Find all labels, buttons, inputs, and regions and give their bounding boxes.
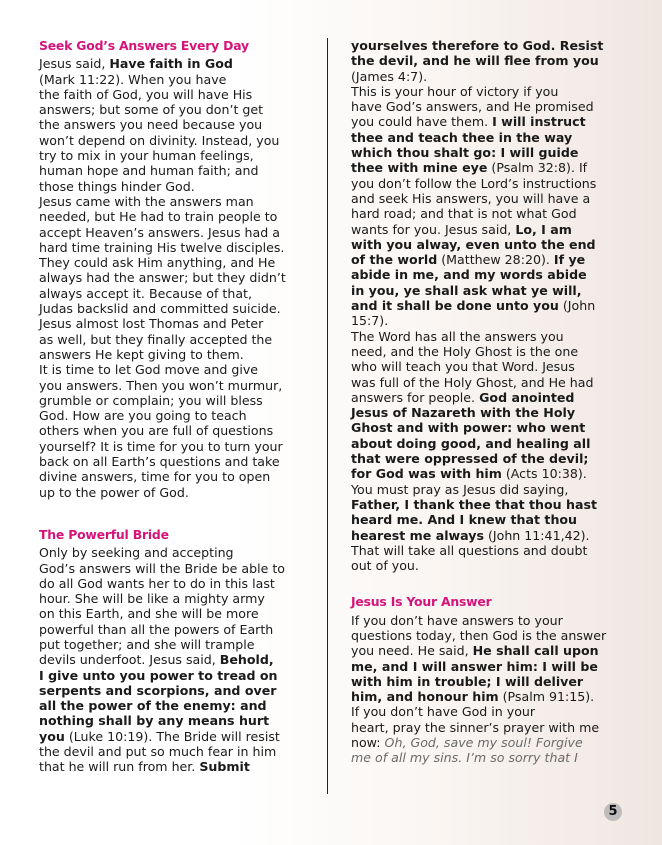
- text-line: [39, 87, 311, 102]
- text-run: answers for people.: [351, 389, 480, 405]
- text-line: [39, 56, 311, 71]
- bold-text: all the power of the enemy: and: [39, 698, 267, 714]
- text-run: always accept it. Because of that,: [39, 285, 252, 301]
- text-line: [39, 591, 311, 606]
- text-line: [351, 375, 623, 390]
- text-line: [39, 286, 311, 301]
- text-line: [351, 329, 623, 344]
- text-line: [39, 240, 311, 255]
- text-run: This is your hour of victory if you: [351, 83, 559, 99]
- text-line: [351, 451, 623, 466]
- text-run: have God’s answers, and He promised: [351, 99, 594, 115]
- text-run: put together; and she will trample: [39, 636, 255, 652]
- text-run: answers; but some of you don’t get: [39, 102, 264, 118]
- paragraph: [351, 38, 623, 84]
- text-line: [351, 420, 623, 435]
- text-run: those things hinder God.: [39, 178, 195, 194]
- text-run: heart, pray the sinner’s prayer with me: [351, 719, 600, 735]
- text-run: That will take all questions and doubt: [351, 542, 588, 558]
- text-line: [351, 267, 623, 282]
- text-line: [39, 423, 311, 438]
- bold-text: nothing shall by any means hurt: [39, 713, 270, 729]
- text-line: [39, 561, 311, 576]
- text-line: [39, 316, 311, 331]
- text-line: [39, 637, 311, 652]
- text-run: Jesus almost lost Thomas and Peter: [39, 316, 264, 332]
- bold-text: the devil, and he will flee from you: [351, 53, 599, 69]
- bold-text: Father, I thank thee that thou hast: [351, 496, 598, 512]
- bold-text: Have faith in God: [109, 56, 233, 72]
- bold-text: which thou shalt go: I will guide: [351, 145, 579, 161]
- text-line: [39, 378, 311, 393]
- text-run: you don’t follow the Lord’s instructions: [351, 175, 597, 191]
- text-line: [351, 84, 623, 99]
- italic-text: me of all my sins. I’m so sorry that I: [351, 750, 578, 766]
- text-run: hard road; and that is not what God: [351, 206, 577, 222]
- text-line: [39, 102, 311, 117]
- text-run: always had the answer; but they didn’t: [39, 270, 286, 286]
- text-run: hour. She will be like a mighty army: [39, 591, 265, 607]
- text-line: [351, 191, 623, 206]
- text-run: accept Heaven’s answers. Jesus had a: [39, 224, 280, 240]
- text-line: [351, 466, 623, 481]
- text-line: [351, 69, 623, 84]
- text-line: [351, 298, 623, 313]
- text-line: [351, 252, 623, 267]
- text-run: back on all Earth’s questions and take: [39, 454, 280, 470]
- text-run: answers He kept giving to them.: [39, 346, 244, 362]
- paragraph: [351, 704, 623, 765]
- text-line: [351, 613, 623, 628]
- text-line: [351, 130, 623, 145]
- text-run: (Mark 11:22). When you have: [39, 71, 227, 87]
- text-run: Jesus came with the answers man: [39, 193, 254, 209]
- text-run: (Luke 10:19). The Bride will resist: [64, 728, 280, 744]
- bold-text: hearest me always: [351, 527, 484, 543]
- text-line: [351, 176, 623, 191]
- text-line: [351, 558, 623, 573]
- text-line: [39, 332, 311, 347]
- bold-text: of the world: [351, 252, 438, 268]
- text-line: [351, 237, 623, 252]
- text-line: [39, 72, 311, 87]
- bold-text: serpents and scorpions, and over: [39, 682, 277, 698]
- text-line: [351, 313, 623, 328]
- text-line: [351, 359, 623, 374]
- text-line: [351, 344, 623, 359]
- text-line: [39, 347, 311, 362]
- text-line: [351, 750, 623, 765]
- text-run: grumble or complain; you will bless: [39, 392, 263, 408]
- text-line: [39, 606, 311, 621]
- bold-text: He shall call upon: [472, 643, 599, 659]
- text-run: as well, but they finally accepted the: [39, 331, 273, 347]
- text-line: [39, 209, 311, 224]
- text-run: (Matthew 28:20).: [437, 252, 554, 268]
- text-run: (Acts 10:38).: [501, 466, 587, 482]
- text-line: [351, 145, 623, 160]
- text-run: questions today, then God is the answer: [351, 627, 607, 643]
- text-run: devils underfoot. Jesus said,: [39, 652, 220, 668]
- text-line: [39, 270, 311, 285]
- text-line: [39, 148, 311, 163]
- text-line: [351, 53, 623, 68]
- text-run: (John 11:41,42).: [483, 527, 590, 543]
- text-line: [39, 576, 311, 591]
- column-divider: [327, 38, 328, 794]
- bold-text: and it shall be done unto you: [351, 298, 559, 314]
- paragraph: [351, 329, 623, 482]
- text-run: the answers you need because you: [39, 117, 263, 133]
- bold-text: Ghost and with power: who went: [351, 420, 586, 436]
- text-run: 15:7).: [351, 313, 389, 329]
- text-run: who will teach you that Word. Jesus: [351, 359, 575, 375]
- text-run: Only by seeking and accepting: [39, 545, 234, 561]
- bold-text: God anointed: [479, 389, 575, 405]
- text-line: [351, 99, 623, 114]
- text-run: hard time training His twelve disciples.: [39, 239, 285, 255]
- text-line: [39, 668, 311, 683]
- text-line: [39, 133, 311, 148]
- bold-text: for God was with him: [351, 466, 502, 482]
- text-line: [39, 362, 311, 377]
- text-line: [351, 436, 623, 451]
- paragraph: [39, 56, 311, 194]
- bold-text: me, and I will answer him: I will be: [351, 658, 598, 674]
- text-run: Judas backslid and committed suicide.: [39, 301, 281, 317]
- text-run: It is time to let God move and give: [39, 362, 259, 378]
- text-run: (John: [558, 298, 596, 314]
- text-line: [351, 720, 623, 735]
- bold-text: I give unto you power to tread on: [39, 667, 278, 683]
- text-run: you need. He said,: [351, 643, 473, 659]
- paragraph: [351, 84, 623, 329]
- left-column: [39, 38, 311, 775]
- text-run: was full of the Holy Ghost, and He had: [351, 374, 594, 390]
- text-line: [351, 222, 623, 237]
- text-line: [39, 225, 311, 240]
- text-line: [351, 674, 623, 689]
- text-line: [39, 545, 311, 560]
- bold-text: about doing good, and healing all: [351, 435, 591, 451]
- text-run: others when you are full of questions: [39, 423, 274, 439]
- bold-text: you: [39, 728, 65, 744]
- bold-text: thee with mine eye: [351, 160, 488, 176]
- text-line: [39, 759, 311, 774]
- text-run: God’s answers will the Bride be able to: [39, 560, 285, 576]
- bold-text: with him in trouble; I will deliver: [351, 673, 584, 689]
- text-line: [351, 543, 623, 558]
- text-line: [351, 482, 623, 497]
- bold-text: Lo, I am: [515, 221, 572, 237]
- text-run: God. How are you going to teach: [39, 408, 247, 424]
- text-run: the faith of God, you will have His: [39, 86, 253, 102]
- text-run: wants for you. Jesus said,: [351, 221, 516, 237]
- text-run: divine answers, time for you to open: [39, 469, 271, 485]
- text-line: [39, 744, 311, 759]
- text-run: up to the power of God.: [39, 484, 189, 500]
- right-column: [351, 38, 623, 766]
- text-line: [351, 283, 623, 298]
- text-line: [351, 735, 623, 750]
- text-line: [39, 117, 311, 132]
- paragraph: [39, 194, 311, 362]
- text-run: human hope and human faith; and: [39, 163, 259, 179]
- bold-text: in you, ye shall ask what ye will,: [351, 282, 582, 298]
- text-run: and seek His answers, you will have a: [351, 190, 591, 206]
- text-run: on this Earth, and she will be more: [39, 606, 259, 622]
- text-line: [351, 704, 623, 719]
- text-line: [39, 408, 311, 423]
- page-number: 5: [604, 803, 622, 821]
- text-run: yourself? It is time for you to turn your: [39, 438, 283, 454]
- text-run: won’t depend on divinity. Instead, you: [39, 132, 280, 148]
- bold-text: that were oppressed of the devil;: [351, 451, 589, 467]
- bold-text: with you alway, even unto the end: [351, 236, 596, 252]
- bold-text: If ye: [553, 252, 586, 268]
- section-heading: The Powerful Bride: [39, 526, 169, 542]
- bold-text: him, and honour him: [351, 689, 499, 705]
- text-line: [351, 160, 623, 175]
- text-line: [39, 469, 311, 484]
- text-line: [39, 698, 311, 713]
- text-run: Jesus said,: [39, 56, 110, 72]
- text-line: [351, 38, 623, 53]
- paragraph: [39, 545, 311, 774]
- paragraph: [351, 613, 623, 705]
- text-line: [351, 643, 623, 658]
- text-line: [39, 652, 311, 667]
- bold-text: yourselves therefore to God. Resist: [351, 38, 604, 53]
- text-line: [351, 405, 623, 420]
- text-run: powerful than all the powers of Earth: [39, 621, 274, 637]
- text-line: [39, 393, 311, 408]
- text-line: [351, 512, 623, 527]
- text-run: (Psalm 91:15).: [498, 689, 595, 705]
- text-line: [351, 390, 623, 405]
- text-line: [39, 439, 311, 454]
- bold-text: thee and teach thee in the way: [351, 129, 573, 145]
- text-line: [351, 528, 623, 543]
- bold-text: abide in me, and my words abide: [351, 267, 587, 283]
- text-run: The Word has all the answers you: [351, 328, 564, 344]
- bold-text: Submit: [199, 759, 250, 775]
- text-line: [39, 622, 311, 637]
- text-line: [39, 454, 311, 469]
- text-line: [351, 114, 623, 129]
- text-run: that he will run from her.: [39, 759, 200, 775]
- text-line: [39, 194, 311, 209]
- bold-text: Jesus of Nazareth with the Holy: [351, 405, 576, 421]
- text-run: now:: [351, 735, 385, 751]
- text-run: you answers. Then you won’t murmur,: [39, 377, 283, 393]
- paragraph: [39, 362, 311, 500]
- bold-text: heard me. And I knew that thou: [351, 512, 578, 528]
- text-line: [351, 497, 623, 512]
- section-heading: Jesus Is Your Answer: [351, 594, 492, 610]
- text-line: [39, 485, 311, 500]
- text-run: (James 4:7).: [351, 68, 428, 84]
- text-run: you could have them.: [351, 114, 493, 130]
- text-line: [39, 713, 311, 728]
- text-line: [39, 255, 311, 270]
- text-line: [39, 301, 311, 316]
- italic-text: Oh, God, save my soul! Forgive: [384, 735, 583, 751]
- bold-text: I will instruct: [492, 114, 586, 130]
- bold-text: Behold,: [219, 652, 274, 668]
- text-run: You must pray as Jesus did saying,: [351, 481, 569, 497]
- text-run: If you don’t have God in your: [351, 704, 536, 720]
- text-run: the devil and put so much fear in him: [39, 744, 277, 760]
- text-run: out of you.: [351, 558, 419, 574]
- text-run: (Psalm 32:8). If: [487, 160, 588, 176]
- text-run: If you don’t have answers to your: [351, 612, 563, 628]
- text-line: [39, 163, 311, 178]
- text-line: [351, 628, 623, 643]
- text-line: [351, 659, 623, 674]
- text-line: [351, 689, 623, 704]
- text-line: [39, 729, 311, 744]
- text-run: They could ask Him anything, and He: [39, 255, 276, 271]
- paragraph: [351, 482, 623, 574]
- text-line: [39, 179, 311, 194]
- text-line: [39, 683, 311, 698]
- text-run: needed, but He had to train people to: [39, 209, 278, 225]
- text-run: do all God wants her to do in this last: [39, 575, 275, 591]
- section-heading: Seek God’s Answers Every Day: [39, 38, 249, 53]
- text-run: try to mix in your human feelings,: [39, 148, 254, 164]
- text-run: need, and the Holy Ghost is the one: [351, 343, 579, 359]
- text-line: [351, 206, 623, 221]
